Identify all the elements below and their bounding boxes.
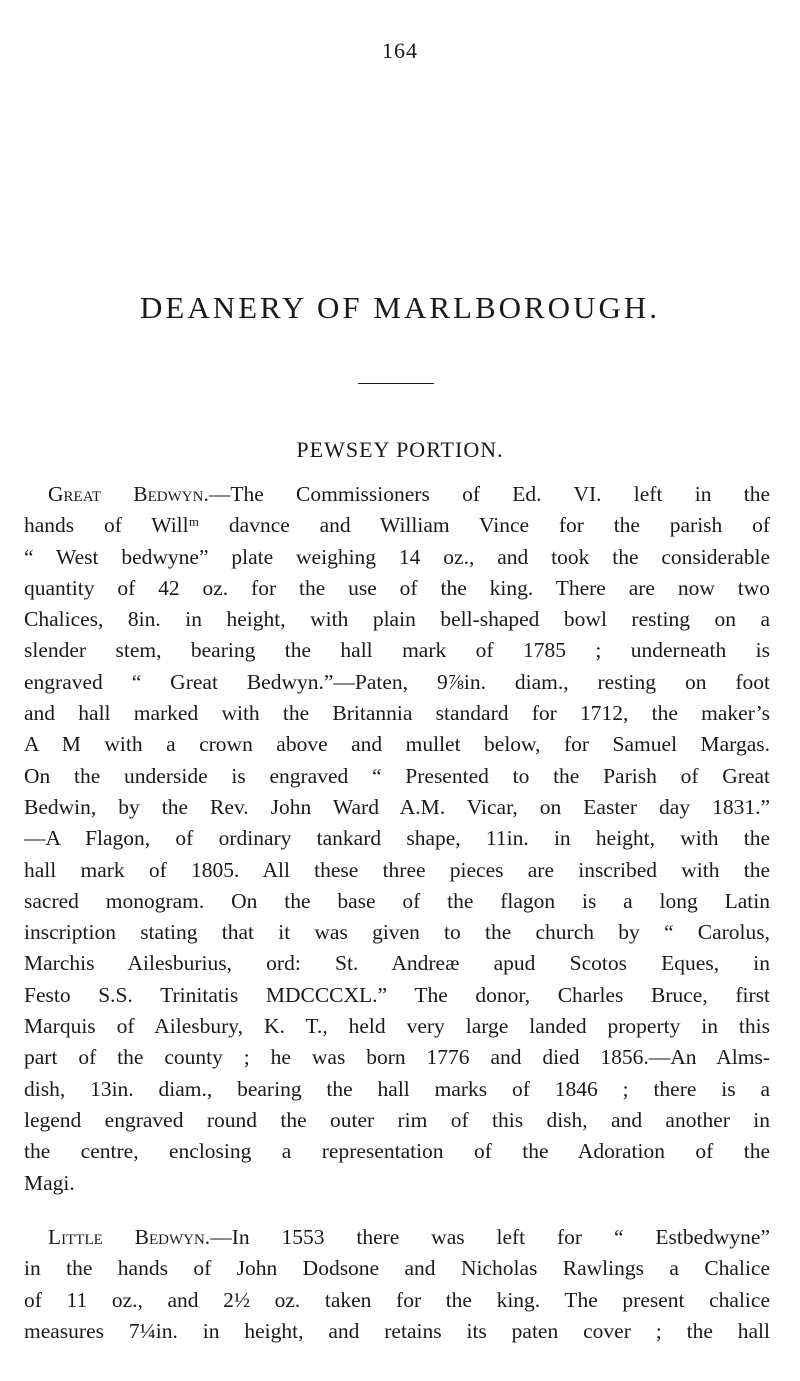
text-line: measures 7¼in. in height, and retains its paten cover ; the hall	[24, 1318, 770, 1343]
text-line: and hall marked with the Britannia standard for 1712, the maker’s	[24, 701, 770, 726]
title-divider	[358, 383, 434, 384]
text-line: Festo S.S. Trinitatis MDCCCXL.” The donor, Charles Bruce, first	[24, 982, 770, 1007]
text-line: the centre, enclosing a representation of the Adoration of the	[24, 1139, 770, 1164]
text-line: Marquis of Ailesbury, K. T., held very large landed property in this	[24, 1014, 770, 1039]
paragraph-great-bedwyn	[24, 479, 770, 1199]
page-number: 164	[382, 38, 418, 63]
text-line: Chalices, 8in. in height, with plain bell-shaped bowl resting on a	[24, 607, 770, 632]
paragraph-heading: Little Bedwyn.	[48, 1225, 211, 1249]
text-line: Marchis Ailesburius, ord: St. Andreæ apud Scotos Eques, in	[24, 951, 770, 976]
page-title: DEANERY OF MARLBOROUGH.	[140, 290, 660, 325]
text-line: part of the county ; he was born 1776 and died 1856.—An Alms-	[24, 1045, 770, 1070]
text-line: in the hands of John Dodsone and Nicholas Rawlings a Chalice	[24, 1256, 770, 1281]
text-line: engraved “ Great Bedwyn.”—Paten, 9⅞in. diam., resting on foot	[24, 669, 770, 694]
text-line: Magi.	[24, 1170, 75, 1195]
paragraph-heading: Great Bedwyn.	[48, 482, 209, 506]
text-line: Bedwin, by the Rev. John Ward A.M. Vicar, on Easter day 1831.”	[24, 794, 770, 819]
paragraph-little-bedwyn	[24, 1222, 770, 1347]
section-title: PEWSEY PORTION.	[296, 437, 504, 462]
text-line: quantity of 42 oz. for the use of the king. There are now two	[24, 575, 770, 600]
text-line: On the underside is engraved “ Presented to the Parish of Great	[24, 763, 770, 788]
text-line: legend engraved round the outer rim of this dish, and another in	[24, 1107, 770, 1132]
text-line: Great Bedwyn.—The Commissioners of Ed. VI. left in the	[48, 482, 770, 506]
text-line: Little Bedwyn.—In 1553 there was left for “ Estbedwyne”	[48, 1225, 770, 1249]
text-line: A M with a crown above and mullet below, for Samuel Margas.	[24, 732, 770, 757]
text-line: slender stem, bearing the hall mark of 1785 ; underneath is	[24, 638, 770, 663]
text-line: of 11 oz., and 2½ oz. taken for the king. The present chalice	[24, 1287, 770, 1312]
text-line: hands of Willᵐ davnce and William Vince for the parish of	[24, 513, 770, 538]
text-line: hall mark of 1805. All these three pieces are inscribed with the	[24, 857, 770, 882]
text-line: inscription stating that it was given to the church by “ Carolus,	[24, 920, 770, 945]
text-line: —A Flagon, of ordinary tankard shape, 11in. in height, with the	[24, 826, 770, 851]
text-line: dish, 13in. diam., bearing the hall marks of 1846 ; there is a	[24, 1076, 770, 1101]
text-line: sacred monogram. On the base of the flagon is a long Latin	[24, 888, 770, 913]
text-line: “ West bedwyne” plate weighing 14 oz., and took the considerable	[24, 544, 770, 569]
